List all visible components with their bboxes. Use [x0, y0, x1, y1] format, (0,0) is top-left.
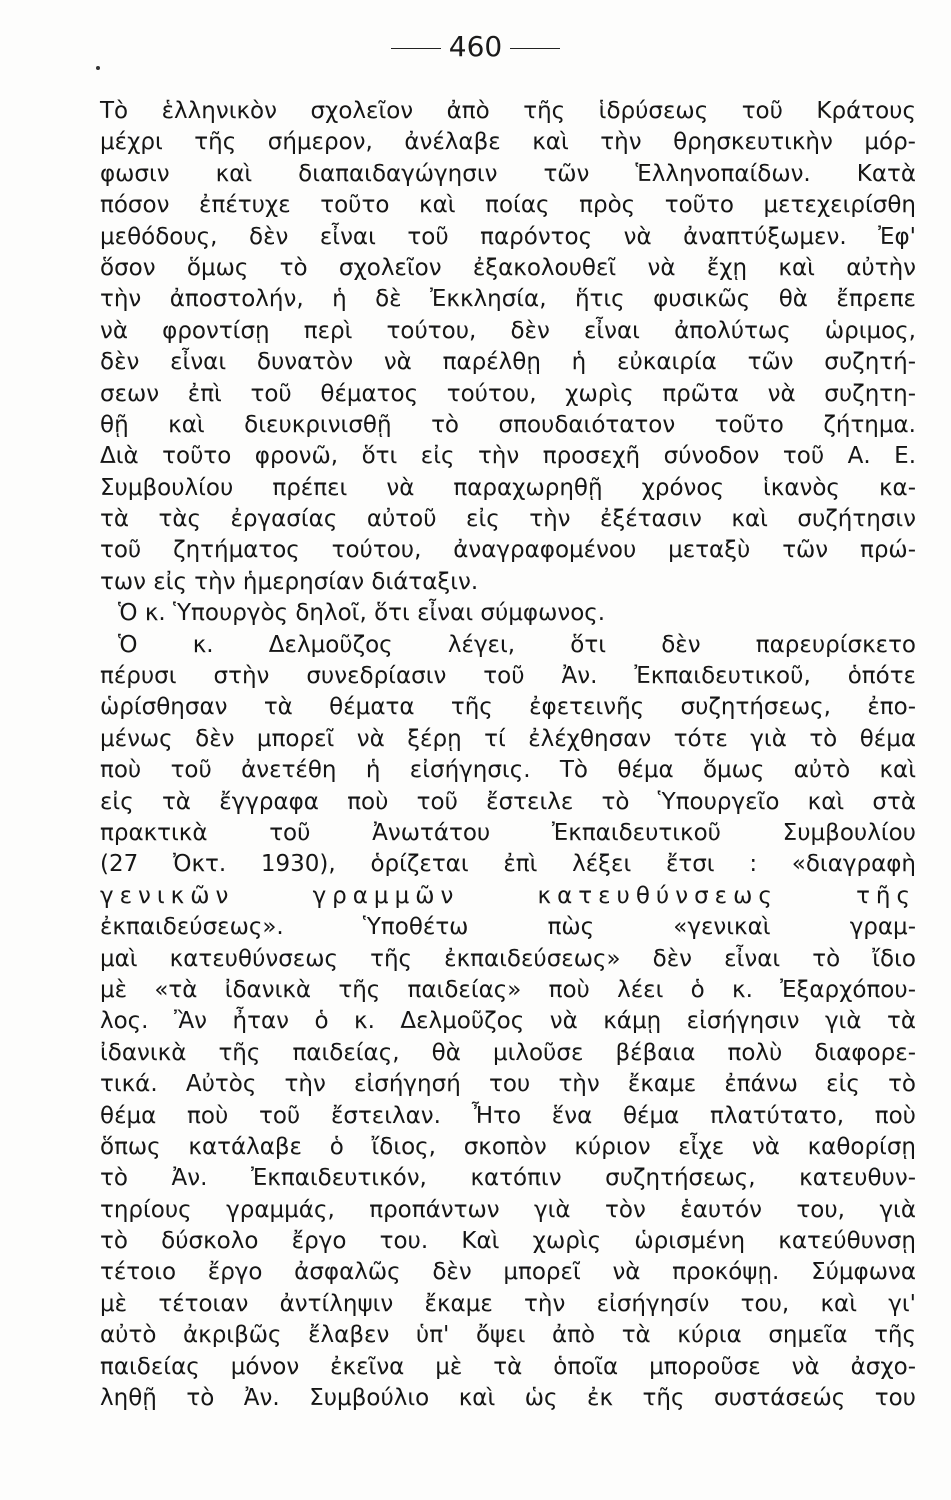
- text-line: πρακτικὰ τοῦ Ἀνωτάτου Ἐκπαιδευτικοῦ Συμβουλίου: [100, 819, 916, 846]
- text-line: ὅσον ὅμως τὸ σχολεῖον ἐξακολουθεῖ νὰ ἔχῃ καὶ αὐτὴν: [100, 254, 916, 281]
- text-line: θῇ καὶ διευκρινισθῇ τὸ σπουδαιότατον τοῦτο ζήτημα.: [100, 411, 916, 438]
- text-line: ὡρίσθησαν τὰ θέματα τῆς ἐφετεινῆς συζητήσεως, ἐπο-: [100, 694, 916, 721]
- text-line: πέρυσι στὴν συνεδρίασιν τοῦ Ἀν. Ἐκπαιδευτικοῦ, ὁπότε: [100, 663, 916, 690]
- text-line: τὸ Ἀν. Ἐκπαιδευτικόν, κατόπιν συζητήσεως, κατευθυν-: [100, 1165, 916, 1192]
- text-line: γενικῶν γραμμῶν κατευθύνσεως τῆς: [100, 882, 916, 909]
- text-line: Ὁ κ. Ὑπουργὸς δηλοῖ, ὅτι εἶναι σύμφωνος.: [118, 600, 606, 627]
- text-line: φωσιν καὶ διαπαιδαγώγησιν τῶν Ἑλληνοπαίδων. Κατὰ: [100, 160, 916, 187]
- text-line: ἐκπαιδεύσεως». Ὑποθέτω πὼς «γενικαὶ γραμ-: [100, 914, 916, 941]
- text-line: νὰ φροντίσῃ περὶ τούτου, δὲν εἶναι ἀπολύτως ὡριμος,: [100, 317, 916, 344]
- text-line: μαὶ κατευθύνσεως τῆς ἐκπαιδεύσεως» δὲν εἶναι τὸ ἴδιο: [100, 945, 916, 972]
- text-line: σεων ἐπὶ τοῦ θέματος τούτου, χωρὶς πρῶτα νὰ συζητη-: [100, 380, 916, 407]
- text-line: Διὰ τοῦτο φρονῶ, ὅτι εἰς τὴν προσεχῆ σύνοδον τοῦ Α. Ε.: [100, 443, 916, 470]
- page-number-text: 460: [448, 30, 503, 63]
- page-number: [0, 30, 951, 63]
- right-dash: [510, 48, 560, 49]
- text-line: παιδείας μόνον ἐκεῖνα μὲ τὰ ὁποῖα μποροῦσε νὰ ἀσχο-: [100, 1353, 916, 1380]
- text-line: (27 Ὀκτ. 1930), ὁρίζεται ἐπὶ λέξει ἔτσι : «διαγραφὴ: [100, 851, 916, 878]
- text-line: τὰ τὰς ἐργασίας αὐτοῦ εἰς τὴν ἐξέτασιν καὶ συζήτησιν: [100, 506, 916, 533]
- text-line: μὲ τέτοιαν ἀντίληψιν ἔκαμε τὴν εἰσήγησίν του, καὶ γι': [100, 1290, 916, 1317]
- text-line: δὲν εἶναι δυνατὸν νὰ παρέλθῃ ἡ εὐκαιρία τῶν συζητή-: [100, 349, 916, 376]
- text-line: ὅπως κατάλαβε ὁ ἴδιος, σκοπὸν κύριον εἶχε νὰ καθορίσῃ: [100, 1133, 916, 1160]
- text-line: τὴν ἀποστολήν, ἡ δὲ Ἐκκλησία, ἥτις φυσικῶς θὰ ἔπρεπε: [100, 286, 916, 313]
- text-line: τηρίους γραμμάς, προπάντων γιὰ τὸν ἑαυτόν του, γιὰ: [100, 1196, 916, 1223]
- text-line: μὲ «τὰ ἰδανικὰ τῆς παιδείας» ποὺ λέει ὁ κ. Ἐξαρχόπου-: [100, 976, 916, 1003]
- text-line: Τὸ ἑλληνικὸν σχολεῖον ἀπὸ τῆς ἱδρύσεως τοῦ Κράτους: [100, 98, 916, 124]
- text-line: τικά. Αὐτὸς τὴν εἰσήγησή του τὴν ἔκαμε ἐπάνω εἰς τὸ: [100, 1071, 916, 1098]
- text-line: ἰδανικὰ τῆς παιδείας, θὰ μιλοῦσε βέβαια πολὺ διαφορε-: [100, 1039, 916, 1066]
- text-line: μένως δὲν μπορεῖ νὰ ξέρῃ τί ἐλέχθησαν τότε γιὰ τὸ θέμα: [100, 725, 916, 752]
- text-line: Συμβουλίου πρέπει νὰ παραχωρηθῇ χρόνος ἱκανὸς κα-: [100, 474, 916, 501]
- text-line: τοῦ ζητήματος τούτου, ἀναγραφομένου μεταξὺ τῶν πρώ-: [100, 537, 916, 564]
- text-line: πόσον ἐπέτυχε τοῦτο καὶ ποίας πρὸς τοῦτο μετεχειρίσθη: [100, 192, 916, 219]
- text-line: αὐτὸ ἀκριβῶς ἔλαβεν ὑπ' ὄψει ἀπὸ τὰ κύρια σημεῖα τῆς: [100, 1322, 916, 1349]
- text-line: μέχρι τῆς σήμερον, ἀνέλαβε καὶ τὴν θρησκευτικὴν μόρ-: [100, 129, 916, 156]
- text-line: εἰς τὰ ἔγγραφα ποὺ τοῦ ἔστειλε τὸ Ὑπουργεῖο καὶ στὰ: [100, 788, 916, 815]
- text-line: τέτοιο ἔργο ἀσφαλῶς δὲν μπορεῖ νὰ προκόψῃ. Σύμφωνα: [100, 1259, 916, 1286]
- body-text: [100, 96, 916, 1414]
- text-line: θέμα ποὺ τοῦ ἔστειλαν. Ἦτο ἕνα θέμα πλατύτατο, ποὺ: [100, 1102, 916, 1129]
- text-line: τὸ δύσκολο ἔργο του. Καὶ χωρὶς ὡρισμένη κατεύθυνσῃ: [100, 1228, 916, 1255]
- left-dash: [391, 48, 441, 49]
- text-line: λος. Ἂν ἦταν ὁ κ. Δελμοῦζος νὰ κάμῃ εἰσήγησιν γιὰ τὰ: [100, 1008, 916, 1035]
- text-line: ληθῇ τὸ Ἀν. Συμβούλιο καὶ ὡς ἐκ τῆς συστάσεώς του: [100, 1385, 916, 1412]
- text-line: μεθόδους, δὲν εἶναι τοῦ παρόντος νὰ ἀναπτύξωμεν. Ἐφ': [100, 223, 916, 250]
- print-speck: [96, 66, 100, 70]
- text-line: των εἰς τὴν ἡμερησίαν διάταξιν.: [100, 568, 479, 595]
- text-line: ποὺ τοῦ ἀνετέθη ἡ εἰσήγησις. Τὸ θέμα ὅμως αὐτὸ καὶ: [100, 757, 916, 784]
- text-line: Ὁ κ. Δελμοῦζος λέγει, ὅτι δὲν παρευρίσκετο: [118, 631, 916, 658]
